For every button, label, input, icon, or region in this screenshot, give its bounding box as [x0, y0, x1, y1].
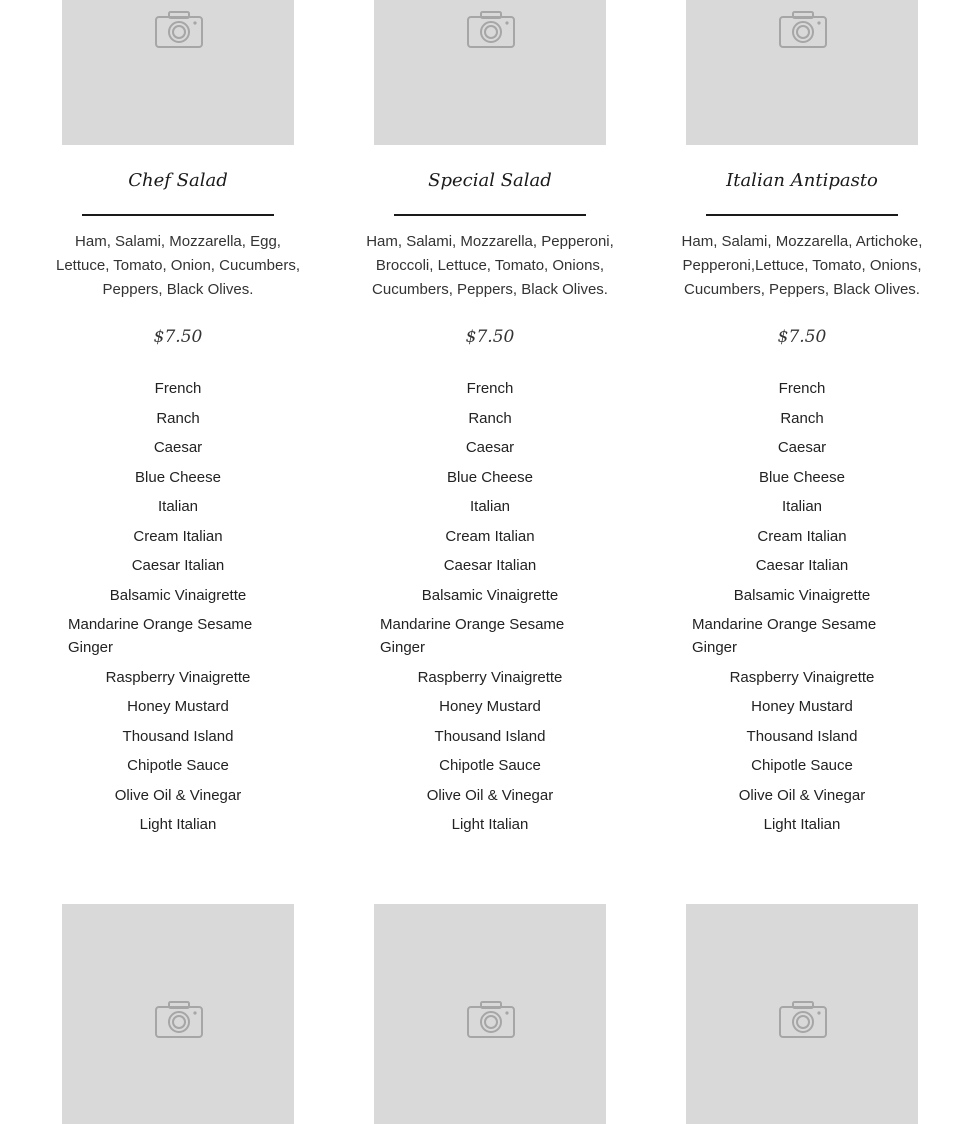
dressing-list — [334, 377, 646, 843]
camera-icon — [466, 1000, 516, 1040]
dressing-item: Honey Mustard — [439, 698, 541, 715]
dressing-item: Caesar Italian — [131, 557, 225, 574]
dressing-item: Cream Italian — [757, 527, 847, 545]
dressing-item: Thousand Island — [746, 727, 858, 745]
dressing-item: Raspberry Vinaigrette — [729, 668, 875, 686]
dressing-item: Olive Oil & Vinegar — [738, 786, 866, 804]
dressing-item: Balsamic Vinaigrette — [109, 586, 247, 604]
image-placeholder[interactable] — [374, 0, 606, 145]
camera-icon — [154, 1000, 204, 1040]
camera-icon — [778, 1000, 828, 1040]
item-description: Ham, Salami, Mozzarella, Artichoke, Pepperoni,Lettuce, Tomato, Onions, Cucumbers, Peppers, Black Olives. — [681, 233, 923, 298]
dressing-item: Italian — [157, 498, 199, 515]
item-price: $7.50 — [153, 327, 203, 347]
camera-icon — [778, 10, 828, 50]
item-description: Ham, Salami, Mozzarella, Pepperoni, Broccoli, Lettuce, Tomato, Onions, Cucumbers, Peppers, Black Olives. — [366, 233, 614, 298]
image-placeholder[interactable] — [686, 0, 918, 145]
dressing-item: Raspberry Vinaigrette — [417, 668, 563, 686]
dressing-item: Caesar — [465, 439, 515, 456]
image-placeholder[interactable] — [374, 904, 606, 1124]
dressing-item: Olive Oil & Vinegar — [426, 786, 554, 804]
item-title: Chef Salad — [128, 170, 228, 191]
dressing-item: Italian — [781, 498, 823, 515]
dressing-item: Thousand Island — [122, 727, 234, 745]
title-divider — [706, 214, 898, 216]
camera-icon — [154, 10, 204, 50]
dressing-item: Caesar — [153, 439, 203, 456]
dressing-item: French — [466, 380, 514, 397]
dressing-item: Mandarine Orange Sesame Ginger — [692, 616, 877, 656]
dressing-item: Ranch — [468, 409, 512, 427]
dressing-item: Blue Cheese — [759, 468, 845, 486]
dressing-item: Blue Cheese — [447, 468, 533, 486]
item-title: Special Salad — [428, 170, 552, 191]
dressing-item: Caesar Italian — [755, 557, 849, 574]
title-divider — [82, 214, 274, 216]
dressing-item: Mandarine Orange Sesame Ginger — [380, 616, 565, 656]
dressing-item: Caesar — [777, 439, 827, 456]
dressing-item: Italian — [469, 498, 511, 515]
dressing-item: Ranch — [780, 409, 824, 427]
item-price: $7.50 — [777, 327, 827, 347]
dressing-item: Olive Oil & Vinegar — [114, 786, 242, 804]
dressing-item: Light Italian — [139, 816, 217, 833]
dressing-item: Chipotle Sauce — [439, 757, 541, 774]
item-price: $7.50 — [465, 327, 515, 347]
dressing-item: Mandarine Orange Sesame Ginger — [68, 616, 253, 656]
dressing-item: Light Italian — [451, 816, 529, 833]
dressing-list — [22, 377, 334, 843]
dressing-item: Cream Italian — [133, 527, 223, 545]
dressing-item: Ranch — [156, 409, 200, 427]
item-description: Ham, Salami, Mozzarella, Egg, Lettuce, Tomato, Onion, Cucumbers, Peppers, Black Olives. — [55, 233, 300, 298]
title-divider — [394, 214, 586, 216]
image-placeholder[interactable] — [62, 904, 294, 1124]
dressing-item: Raspberry Vinaigrette — [105, 668, 251, 686]
dressing-item: Balsamic Vinaigrette — [733, 586, 871, 604]
dressing-list — [646, 377, 958, 843]
dressing-item: French — [154, 380, 202, 397]
dressing-item: Cream Italian — [445, 527, 535, 545]
dressing-item: Chipotle Sauce — [127, 757, 229, 774]
image-placeholder[interactable] — [62, 0, 294, 145]
image-placeholder[interactable] — [686, 904, 918, 1124]
dressing-item: Caesar Italian — [443, 557, 537, 574]
dressing-item: Honey Mustard — [127, 698, 229, 715]
item-title: Italian Antipasto — [726, 170, 878, 191]
dressing-item: Thousand Island — [434, 727, 546, 745]
dressing-item: French — [778, 380, 826, 397]
dressing-item: Light Italian — [763, 816, 841, 833]
dressing-item: Honey Mustard — [751, 698, 853, 715]
camera-icon — [466, 10, 516, 50]
dressing-item: Blue Cheese — [135, 468, 221, 486]
dressing-item: Chipotle Sauce — [751, 757, 853, 774]
dressing-item: Balsamic Vinaigrette — [421, 586, 559, 604]
